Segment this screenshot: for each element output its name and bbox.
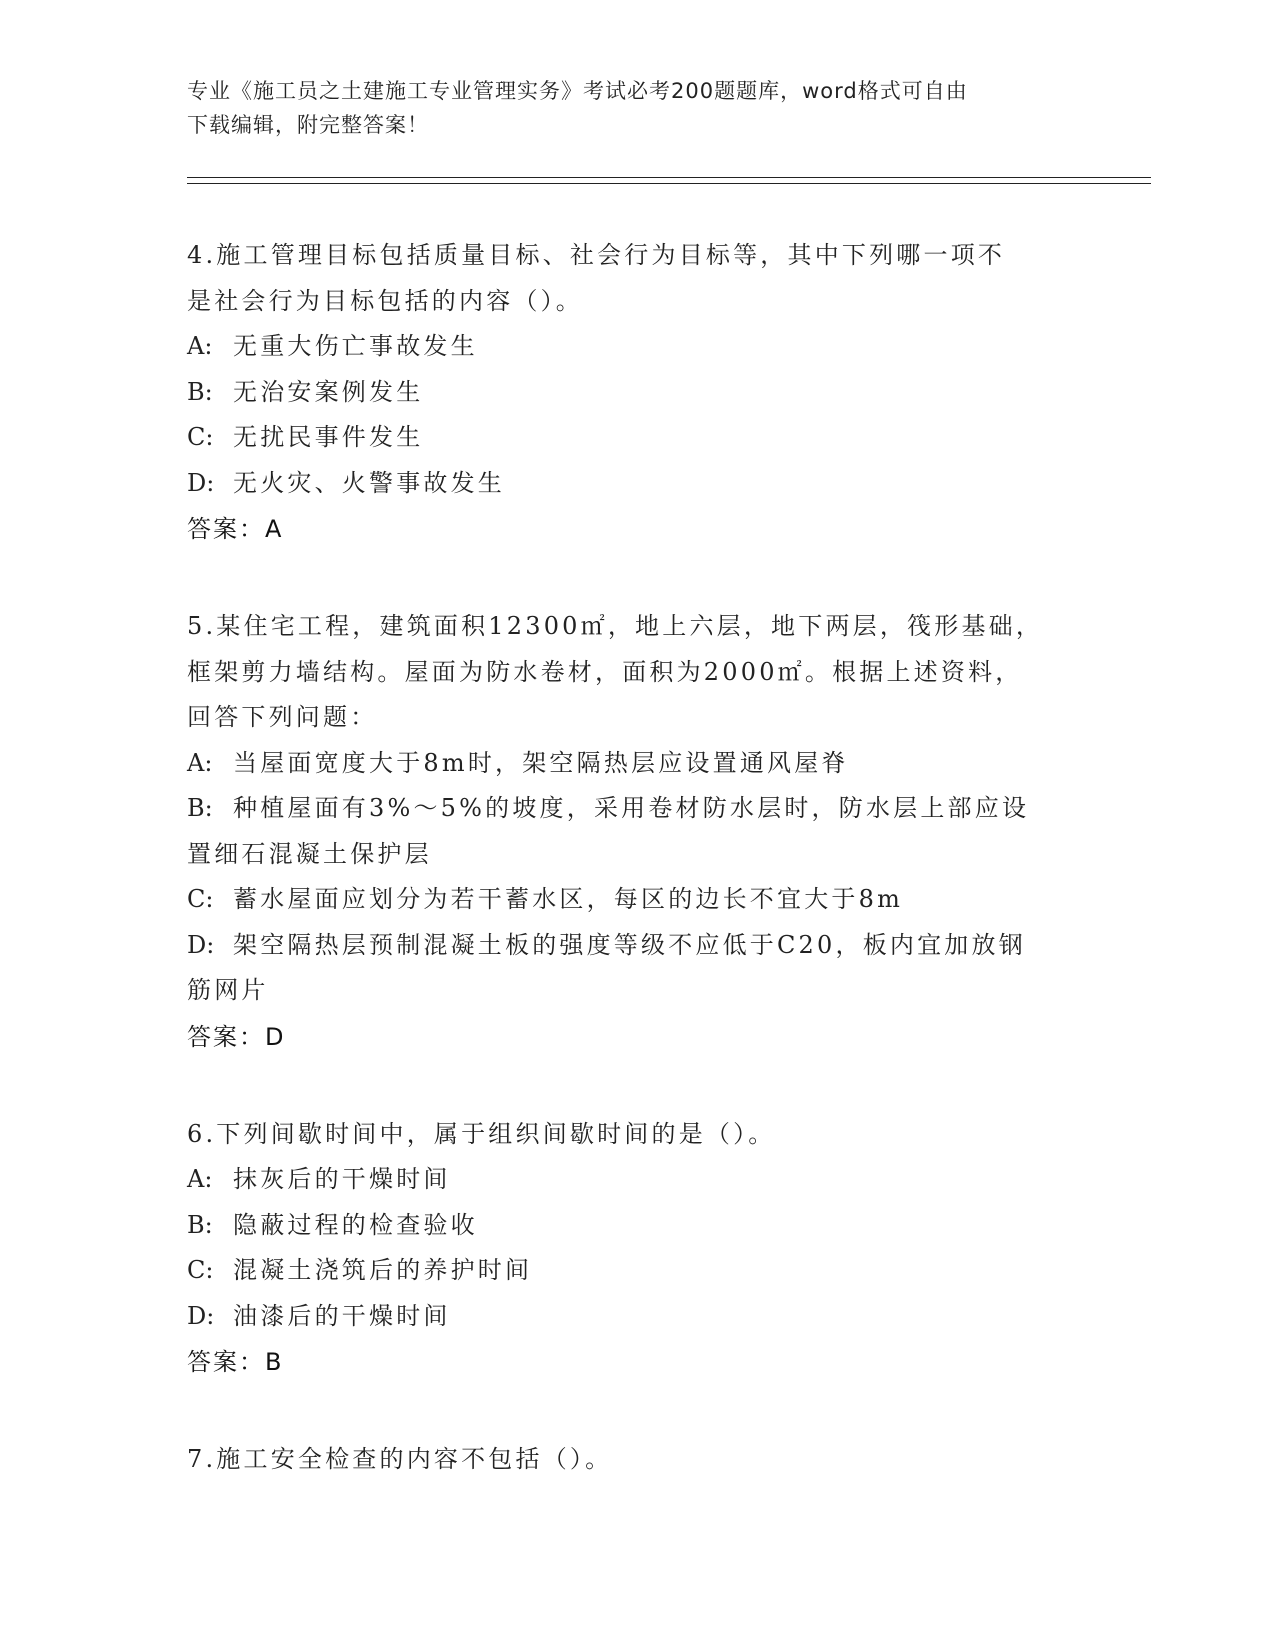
option-text: 抹灰后的干燥时间 <box>233 1165 451 1193</box>
question-stem-line: 框架剪力墙结构。屋面为防水卷材，面积为2000㎡。根据上述资料， <box>187 657 1023 686</box>
option-line <box>187 877 1087 923</box>
answer-line: 答案：B <box>187 1348 284 1376</box>
option-letter: D: <box>187 930 215 959</box>
question-stem-line: 4.施工管理目标包括质量目标、社会行为目标等，其中下列哪一项不 <box>187 241 1006 269</box>
option-text: 混凝土浇筑后的养护时间 <box>233 1256 533 1284</box>
option-text: 筋网片 <box>187 976 269 1004</box>
option-text: 无扰民事件发生 <box>233 423 424 451</box>
option-line <box>187 832 1087 878</box>
option-text: 种植屋面有3%～5%的坡度，采用卷材防水层时，防水层上部应设 <box>233 794 1030 822</box>
option-letter: C: <box>187 885 214 913</box>
question-stem-line: 是社会行为目标包括的内容（）。 <box>187 286 583 315</box>
question-block <box>187 1112 1087 1386</box>
option-letter: D: <box>187 468 215 497</box>
question-list <box>187 233 1087 1535</box>
header-divider-bottom <box>187 183 1151 184</box>
option-letter: C: <box>187 423 214 451</box>
option-line <box>187 324 1087 370</box>
option-letter: B: <box>187 794 213 822</box>
option-line <box>187 461 1087 507</box>
question-stem-line: 回答下列问题： <box>187 703 378 731</box>
option-letter: A: <box>187 1165 213 1193</box>
option-line <box>187 1248 1087 1294</box>
option-text: 油漆后的干燥时间 <box>233 1301 451 1330</box>
option-line <box>187 1203 1087 1249</box>
option-line <box>187 415 1087 461</box>
option-letter: A: <box>187 332 213 360</box>
header-line-1: 专业《施工员之土建施工专业管理实务》考试必考200题题库，word格式可自由 <box>187 79 968 103</box>
option-text: 无治安案例发生 <box>233 377 424 406</box>
option-line <box>187 370 1087 416</box>
question-block <box>187 1437 1087 1483</box>
option-letter: B: <box>187 377 213 406</box>
question-stem-line: 6.下列间歇时间中，属于组织间歇时间的是（）。 <box>187 1119 776 1148</box>
option-line <box>187 1294 1087 1340</box>
document-header <box>187 74 1087 142</box>
option-line <box>187 741 1087 787</box>
header-line-2: 下载编辑，附完整答案！ <box>187 113 429 137</box>
question-stem-line: 7.施工安全检查的内容不包括（）。 <box>187 1445 613 1473</box>
option-letter: C: <box>187 1256 214 1284</box>
option-line <box>187 968 1087 1014</box>
answer-line: 答案：D <box>187 1022 286 1051</box>
option-text: 置细石混凝土保护层 <box>187 839 432 868</box>
option-text: 隐蔽过程的检查验收 <box>233 1210 478 1239</box>
option-line <box>187 1157 1087 1203</box>
option-line <box>187 923 1087 969</box>
question-stem-line: 5.某住宅工程，建筑面积12300㎡，地上六层，地下两层，筏形基础， <box>187 612 1044 640</box>
header-divider-top <box>187 177 1151 178</box>
question-block <box>187 233 1087 552</box>
question-block <box>187 604 1087 1060</box>
option-text: 当屋面宽度大于8m时，架空隔热层应设置通风屋脊 <box>233 748 849 777</box>
answer-line: 答案：A <box>187 515 284 543</box>
option-letter: A: <box>187 748 213 777</box>
option-letter: D: <box>187 1301 215 1330</box>
option-letter: B: <box>187 1210 213 1239</box>
option-text: 无重大伤亡事故发生 <box>233 332 478 360</box>
option-text: 蓄水屋面应划分为若干蓄水区，每区的边长不宜大于8m <box>233 885 904 913</box>
option-text: 无火灾、火警事故发生 <box>233 468 505 497</box>
option-text: 架空隔热层预制混凝土板的强度等级不应低于C20，板内宜加放钢 <box>233 930 1026 959</box>
option-line <box>187 786 1087 832</box>
